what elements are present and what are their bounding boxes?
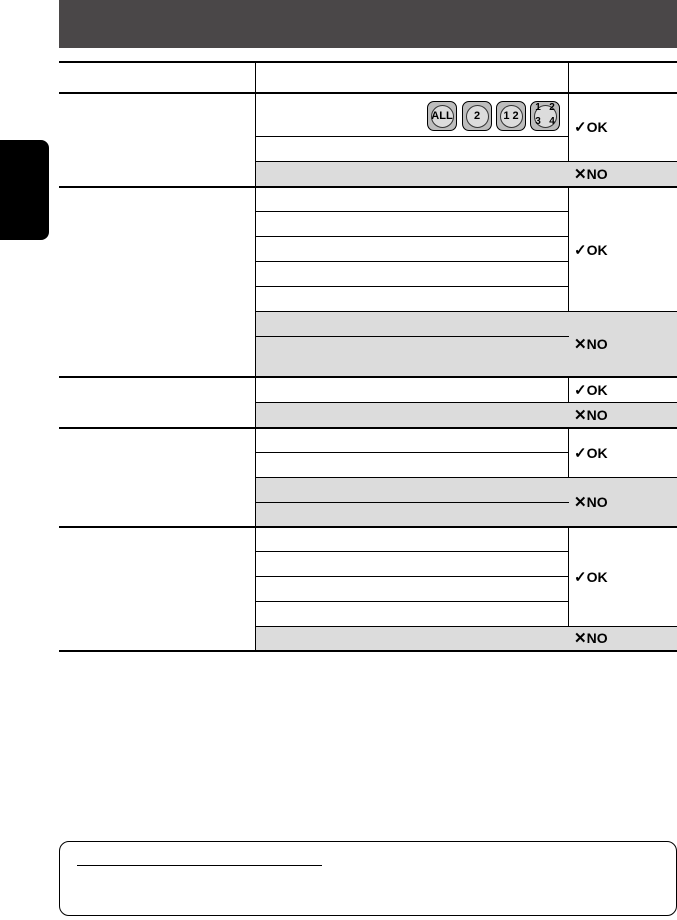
- region-1-2-icon: 1 2: [496, 101, 526, 131]
- region-2-icon: 2: [462, 101, 492, 131]
- section-5-top-rule: [59, 526, 677, 528]
- section-2-unsupported-rows: [256, 312, 677, 376]
- row-divider: [256, 551, 569, 552]
- row-divider: [256, 211, 569, 212]
- row-divider: [256, 336, 569, 337]
- row-divider: [256, 261, 569, 262]
- section-4-top-rule: [59, 427, 677, 429]
- section-2-top-rule: [59, 186, 677, 188]
- row-divider: [256, 402, 677, 403]
- status-ok-badge: ✓OK: [574, 382, 608, 399]
- section-3-top-rule: [59, 376, 677, 378]
- region-1-2-3-4-icon: 1 2 3 4: [530, 101, 560, 131]
- section-5-unsupported-row: [256, 627, 677, 650]
- section-1-unsupported-row: [256, 162, 677, 186]
- row-divider: [256, 136, 569, 137]
- language-side-tab: [0, 140, 49, 240]
- row-divider: [256, 311, 677, 312]
- check-icon: ✓: [574, 242, 587, 259]
- cross-icon: ✕: [574, 630, 587, 647]
- cross-icon: ✕: [574, 166, 587, 183]
- cross-icon: ✕: [574, 336, 587, 353]
- row-divider: [256, 502, 569, 503]
- status-ok-badge: ✓OK: [574, 119, 608, 136]
- row-divider: [256, 236, 569, 237]
- check-icon: ✓: [574, 119, 587, 136]
- check-icon: ✓: [574, 382, 587, 399]
- row-divider: [256, 601, 569, 602]
- status-ok-badge: ✓OK: [574, 242, 608, 259]
- row-divider: [256, 626, 677, 627]
- status-ok-badge: ✓OK: [574, 569, 608, 586]
- row-divider: [256, 286, 569, 287]
- check-icon: ✓: [574, 445, 587, 462]
- check-icon: ✓: [574, 569, 587, 586]
- table-bottom-rule: [59, 650, 677, 652]
- status-no-badge: ✕NO: [574, 407, 608, 424]
- row-divider: [256, 576, 569, 577]
- cross-icon: ✕: [574, 494, 587, 511]
- cross-icon: ✕: [574, 407, 587, 424]
- status-ok-badge: ✓OK: [574, 445, 608, 462]
- note-heading-underline: [77, 865, 322, 866]
- status-no-badge: ✕NO: [574, 630, 608, 647]
- note-box: [59, 841, 677, 916]
- section-1-top-rule: [59, 92, 677, 94]
- row-divider: [256, 161, 677, 162]
- page-header-bar: [59, 0, 677, 48]
- status-no-badge: ✕NO: [574, 336, 608, 353]
- status-no-badge: ✕NO: [574, 494, 608, 511]
- region-all-icon: ALL: [427, 101, 457, 131]
- status-no-badge: ✕NO: [574, 166, 608, 183]
- row-divider: [256, 452, 569, 453]
- section-3-unsupported-row: [256, 403, 677, 427]
- table-top-rule: [59, 61, 677, 63]
- row-divider: [256, 477, 677, 478]
